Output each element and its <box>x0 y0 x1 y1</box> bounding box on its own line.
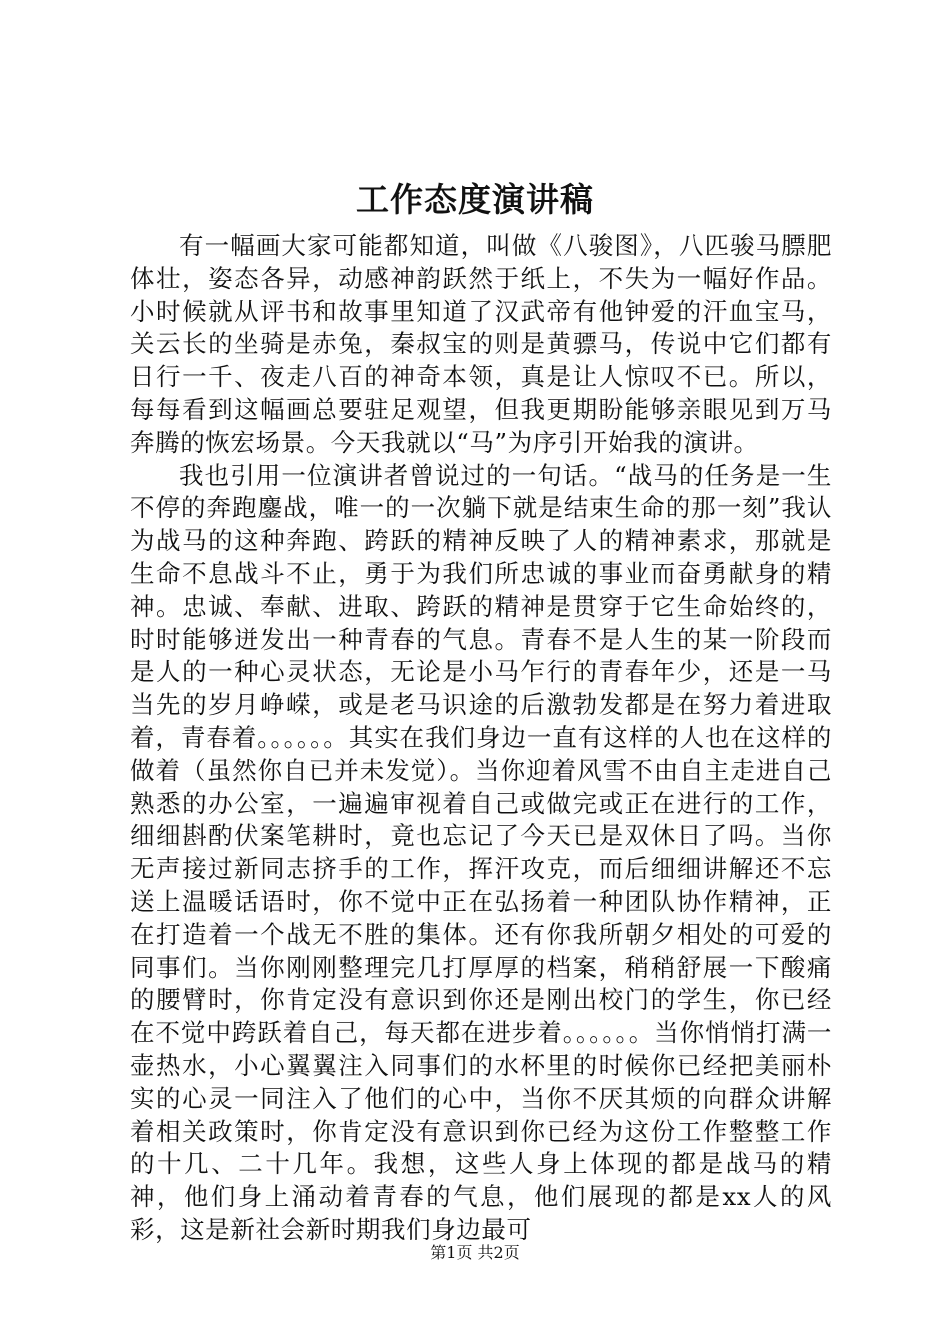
page-number-footer: 第1页 共2页 <box>430 1243 520 1262</box>
paragraph-1: 有一幅画大家可能都知道，叫做《八骏图》，八匹骏马膘肥体壮，姿态各异，动感神韵跃然于纸上，不失为一幅好作品。小时候就从评书和故事里知道了汉武帝有他钟爱的汗血宝马，关云长的坐骑是赤兔，秦叔宝的则是黄骠马，传说中它们都有日行一千、夜走八百的神奇本领，真是让人惊叹不已。所以，每每看到这幅画总要驻足观望，但我更期盼能够亲眼见到万马奔腾的恢宏场景。今天我就以“马”为序引开始我的演讲。 <box>130 231 832 457</box>
document-title: 工作态度演讲稿 <box>356 180 594 219</box>
paragraph-2: 我也引用一位演讲者曾说过的一句话。“战马的任务是一生不停的奔跑鏖战，唯一的一次躺下就是结束生命的那一刻”我认为战马的这种奔跑、跨跃的精神反映了人的精神素求，那就是生命不息战斗不止，勇于为我们所忠诚的事业而奋勇献身的精神。忠诚、奉献、进取、跨跃的精神是贯穿于它生命始终的，时时能够迸发出一种青春的气息。青春不是人生的某一阶段而是人的一种心灵状态，无论是小马乍行的青春年少，还是一马当先的岁月峥嵘，或是老马识途的后激勃发都是在努力着进取着，青春着。。。。。。其实在我们身边一直有这样的人也在这样的做着（虽然你自已并未发觉）。当你迎着风雪不由自主走进自己熟悉的办公室，一遍遍审视着自己或做完或正在进行的工作，细细斟酌伏案笔耕时，竟也忘记了今天已是双休日了吗。当你无声接过新同志挤手的工作，挥汗攻克，而后细细讲解还不忘送上温暖话语时，你不觉中正在弘扬着一种团队协作精神，正在打造着一个战无不胜的集体。还有你我所朝夕相处的可爱的同事们。当你刚刚整理完几打厚厚的档案，稍稍舒展一下酸痛的腰臂时，你肯定没有意识到你还是刚出校门的学生，你已经在不觉中跨跃着自己，每天都在进步着。。。。。。当你悄悄打满一壶热水，小心翼翼注入同事们的水杯里的时候你已经把美丽朴实的心灵一同注入了他们的心中，当你不厌其烦的向群众讲解着相关政策时，你肯定没有意识到你已经为这份工作整整工作的十几、二十几年。我想，这些人身上体现的都是战马的精神，他们身上涌动着青春的气息，他们展现的都是xx人的风彩，这是新社会新时期我们身边最可 <box>130 460 832 1244</box>
document-body <box>130 230 832 1247</box>
